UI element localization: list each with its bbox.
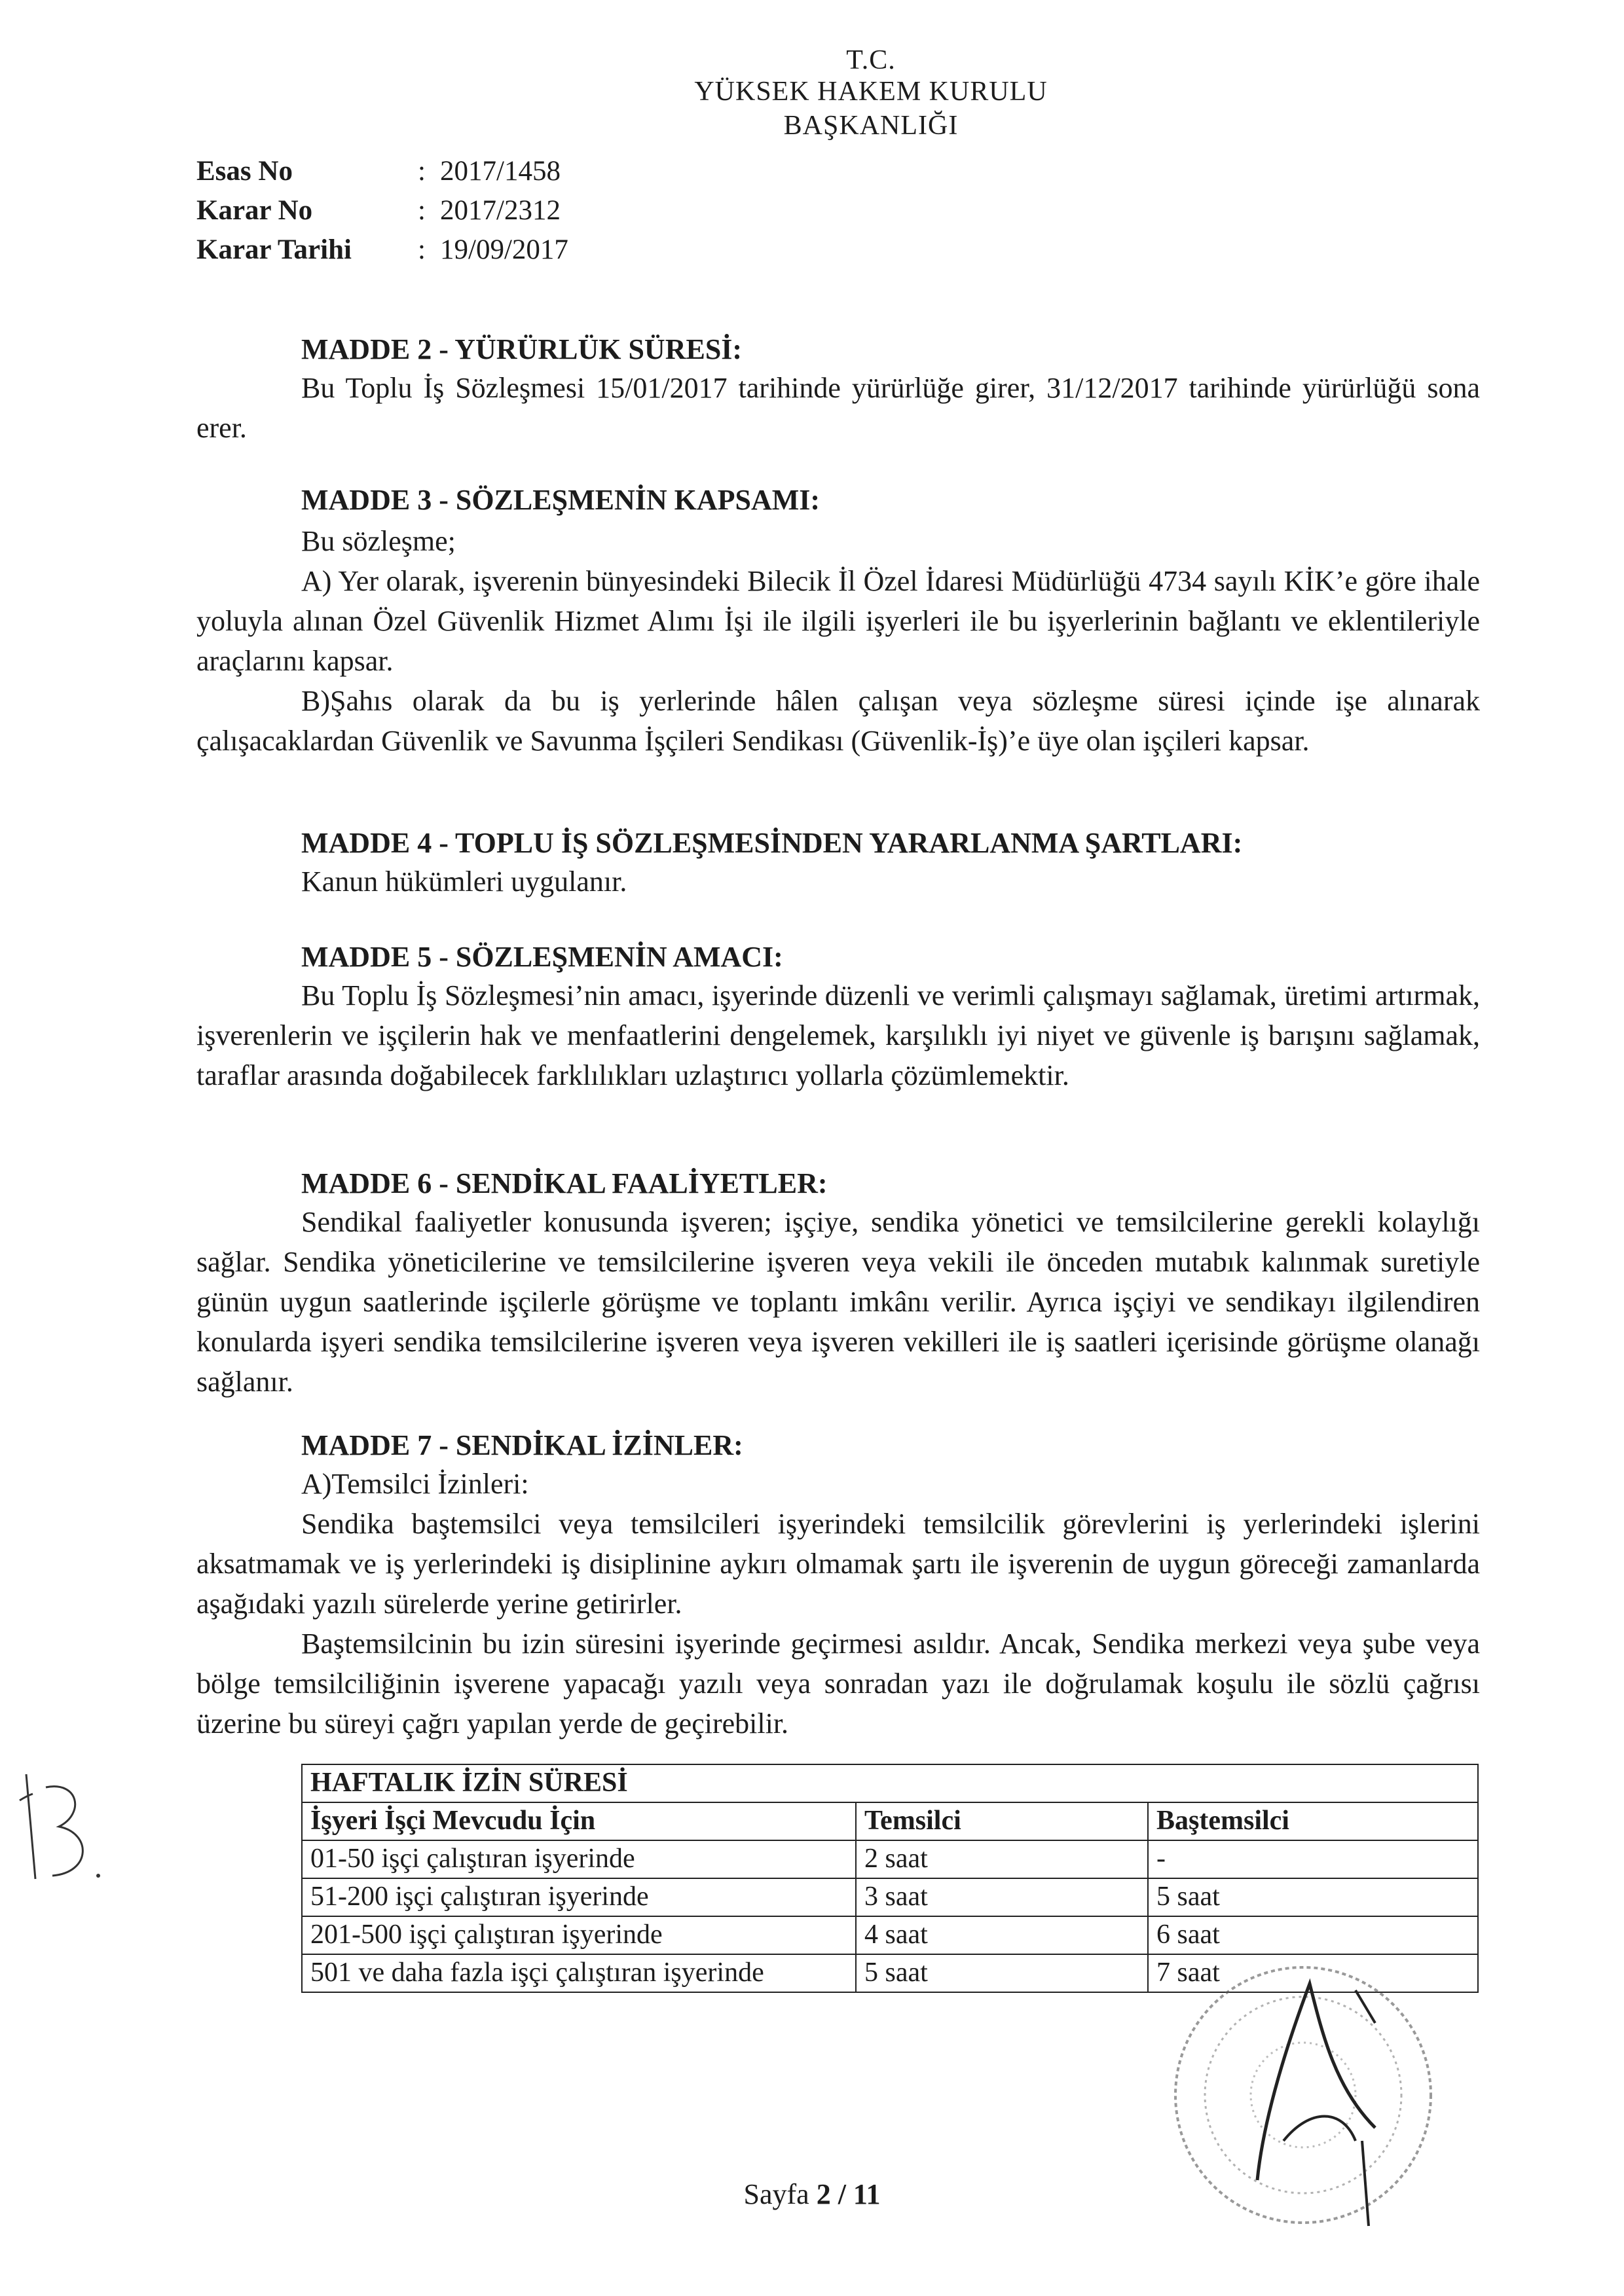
m3-a: A) Yer olarak, işverenin bünyesindeki Bilecik İl Özel İdaresi Müdürlüğü 4734 sayılı KİK’e göre ihale yoluyla alınan Özel Güvenlik Hizmet Alımı İşi ile ilgili işyerleri ile bu işyerlerinin bağlantı ve eklentileriyle araçlarını kapsar. bbox=[196, 565, 1480, 677]
meta-row-tarih bbox=[196, 230, 786, 270]
header-dept: BAŞKANLIĞI bbox=[783, 111, 959, 141]
table-cell: 5 saat bbox=[856, 1954, 1148, 1992]
meta-value: 2017/1458 bbox=[440, 156, 561, 187]
table-cell: 5 saat bbox=[1148, 1878, 1478, 1916]
m5-title: MADDE 5 - SÖZLEŞMENİN AMACI: bbox=[301, 941, 783, 973]
meta-row-esas bbox=[196, 152, 786, 191]
m2-text: Bu Toplu İş Sözleşmesi 15/01/2017 tarihinde yürürlüğe girer, 31/12/2017 tarihinde yürürlüğü sona erer. bbox=[196, 372, 1480, 444]
m7-title: MADDE 7 - SENDİKAL İZİNLER: bbox=[301, 1429, 743, 1461]
table-cell: 201-500 işçi çalıştıran işyerinde bbox=[302, 1916, 856, 1954]
meta-colon: : bbox=[418, 156, 426, 187]
m2-title: MADDE 2 - YÜRÜRLÜK SÜRESİ: bbox=[301, 333, 743, 365]
page-number: 2 / 11 bbox=[816, 2178, 881, 2210]
m3-b: B)Şahıs olarak da bu iş yerlerinde hâlen çalışan veya sözleşme süresi içinde işe alınarak çalışacaklardan Güvenlik ve Savunma İşçileri Sendikası (Güvenlik-İş)’e üye olan işçileri kapsar. bbox=[196, 685, 1480, 757]
meta-label: Karar Tarihi bbox=[196, 234, 352, 265]
table-cell: 4 saat bbox=[856, 1916, 1148, 1954]
meta-row-karar bbox=[196, 191, 786, 230]
m4-text: Kanun hükümleri uygulanır. bbox=[301, 866, 627, 898]
m3-title: MADDE 3 - SÖZLEŞMENİN KAPSAMI: bbox=[301, 484, 821, 516]
header-tc: T.C. bbox=[846, 45, 896, 75]
meta-label: Karar No bbox=[196, 195, 313, 226]
table-cell: 01-50 işçi çalıştıran işyerinde bbox=[302, 1840, 856, 1878]
m7-p2: Baştemsilcinin bu izin süresini işyerinde geçirmesi asıldır. Ancak, Sendika merkezi veya şube veya bölge temsilciliğinin işverene yapacağı yazılı veya sonradan yazı ile doğrulamak koşulu ile sözlü çağrısı üzerine bu süreyi çağrı yapılan yerde de geçirebilir. bbox=[196, 1628, 1480, 1740]
table-row bbox=[302, 1878, 1478, 1916]
meta-colon: : bbox=[418, 195, 426, 226]
m6-text: Sendikal faaliyetler konusunda işveren; işçiye, sendika yönetici ve temsilcilerine gerekli kolaylığı sağlar. Sendika yöneticilerine ve temsilcilerine işveren veya vekili ile önceden mutabık kalınmak suretiyle günün uygun saatlerinde işçilerle görüşme ve toplantı imkânı verilir. Ayrıca işçiyi ve sendikayı ilgilendiren konularda işyeri sendika temsilcilerine işveren veya işveren vekilleri ile iş saatleri içerisinde görüşme olanağı sağlanır. bbox=[196, 1206, 1480, 1398]
m4-title: MADDE 4 - TOPLU İŞ SÖZLEŞMESİNDEN YARARLANMA ŞARTLARI: bbox=[301, 827, 1243, 859]
footer-prefix: Sayfa bbox=[743, 2178, 817, 2210]
header-org: YÜKSEK HAKEM KURULU bbox=[694, 77, 1048, 107]
table-header-cell: İşyeri İşçi Mevcudu İçin bbox=[302, 1802, 856, 1840]
meta-value: 19/09/2017 bbox=[440, 234, 568, 265]
case-meta bbox=[196, 152, 786, 276]
table-cell: 7 saat bbox=[1148, 1954, 1478, 1992]
table-row bbox=[302, 1840, 1478, 1878]
table-cell: 2 saat bbox=[856, 1840, 1148, 1878]
m7-p1: Sendika baştemsilci veya temsilcileri işyerindeki temsilcilik görevlerini iş yerlerindeki işlerini aksatmamak ve iş yerlerindeki iş disiplinine aykırı olmamak şartı ile işverenin de uygun göreceği zamanlarda aşağıdaki yazılı sürelerde yerine getirirler. bbox=[196, 1508, 1480, 1620]
meta-value: 2017/2312 bbox=[440, 195, 561, 226]
table-cell: - bbox=[1148, 1840, 1478, 1878]
table-header-cell: Temsilci bbox=[856, 1802, 1148, 1840]
m6-title: MADDE 6 - SENDİKAL FAALİYETLER: bbox=[301, 1167, 828, 1199]
table-title: HAFTALIK İZİN SÜRESİ bbox=[302, 1764, 1478, 1802]
table-cell: 3 saat bbox=[856, 1878, 1148, 1916]
meta-label: Esas No bbox=[196, 156, 293, 187]
table-title-row bbox=[302, 1764, 1478, 1802]
table-cell: 501 ve daha fazla işçi çalıştıran işyerinde bbox=[302, 1954, 856, 1992]
meta-colon: : bbox=[418, 234, 426, 265]
page-footer bbox=[0, 2178, 1624, 2211]
m3-intro: Bu sözleşme; bbox=[301, 525, 456, 557]
table-header-cell: Baştemsilci bbox=[1148, 1802, 1478, 1840]
margin-handwritten-note bbox=[7, 1761, 105, 1892]
table-cell: 6 saat bbox=[1148, 1916, 1478, 1954]
table-cell: 51-200 işçi çalıştıran işyerinde bbox=[302, 1878, 856, 1916]
m5-text: Bu Toplu İş Sözleşmesi’nin amacı, işyerinde düzenli ve verimli çalışmayı sağlamak, üretimi artırmak, işverenlerin ve işçilerin hak ve menfaatlerini dengelemek, karşılıklı iyi niyet ve güvenle iş barışını sağlamak, taraflar arasında doğabilecek farklılıkları uzlaştırıcı yollarla çözümlemektir. bbox=[196, 979, 1480, 1091]
table-header-row bbox=[302, 1802, 1478, 1840]
m7-subtitle: A)Temsilci İzinleri: bbox=[301, 1468, 529, 1500]
